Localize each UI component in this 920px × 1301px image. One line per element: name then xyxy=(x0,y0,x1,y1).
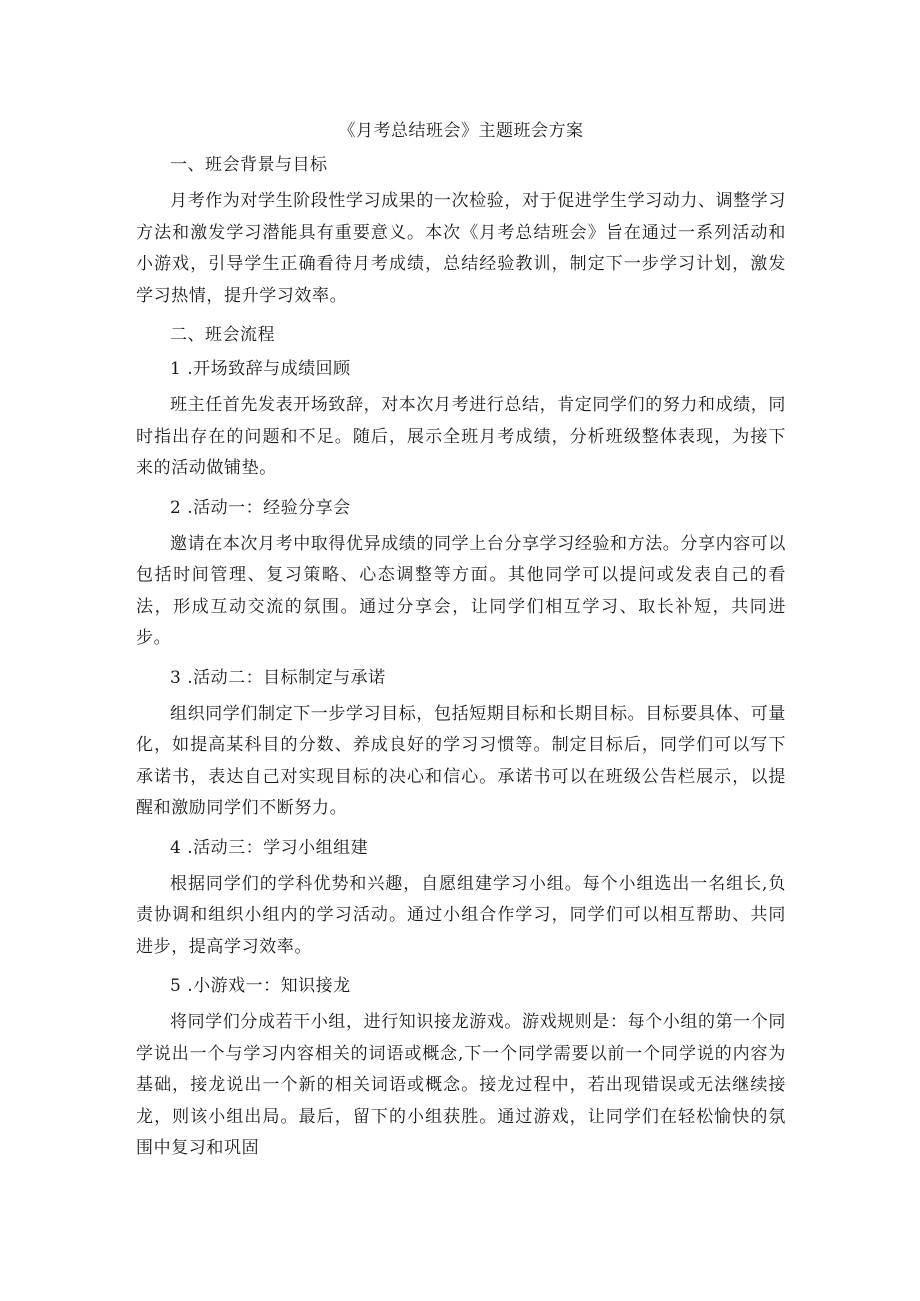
section-heading: 4 .活动三：学习小组组建 xyxy=(170,837,369,858)
document-page xyxy=(136,116,786,1173)
section-step-3 xyxy=(136,663,786,825)
section-heading: 1 .开场致辞与成绩回顾 xyxy=(170,359,351,379)
section-heading: 2 .活动一：经验分享会 xyxy=(170,497,351,518)
section-step-5 xyxy=(136,971,786,1165)
section-heading: 3 .活动二：目标制定与承诺 xyxy=(170,667,386,688)
section-paragraph: 邀请在本次月考中取得优异成绩的同学上台分享学习经验和方法。分享内容可以包括时间管理、复习策略、心态调整等方面。其他同学可以提问或发表自己的看法，形成互动交流的氛围。通过分享会，让同学们相互学习、取长补短，共同进步。 xyxy=(136,533,786,648)
section-process xyxy=(136,320,786,350)
section-step-2 xyxy=(136,493,786,655)
section-step-4 xyxy=(136,833,786,964)
section-paragraph: 根据同学们的学科优势和兴趣，自愿组建学习小组。每个小组选出一名组长,负责协调和组织小组内的学习活动。通过小组合作学习，同学们可以相互帮助、共同进步，提高学习效率。 xyxy=(136,873,786,957)
section-paragraph: 将同学们分成若干小组，进行知识接龙游戏。游戏规则是：每个小组的第一个同学说出一个与学习内容相关的词语或概念,下一个同学需要以前一个同学说的内容为基础，接龙说出一个新的相关词语或概念。接龙过程中，若出现错误或无法继续接龙，则该小组出局。最后，留下的小组获胜。通过游戏，让同学们在轻松愉快的氛围中复习和巩固 xyxy=(136,1012,786,1158)
section-step-1 xyxy=(136,354,786,485)
section-paragraph: 组织同学们制定下一步学习目标，包括短期目标和长期目标。目标要具体、可量化，如提高某科目的分数、养成良好的学习习惯等。制定目标后，同学们可以写下承诺书，表达自己对实现目标的决心和信心。承诺书可以在班级公告栏展示，以提醒和激励同学们不断努力。 xyxy=(136,703,786,818)
section-paragraph: 月考作为对学生阶段性学习成果的一次检验，对于促进学生学习动力、调整学习方法和激发学习潜能具有重要意义。本次《月考总结班会》旨在通过一系列活动和小游戏，引导学生正确看待月考成绩，总结经验教训，制定下一步学习计划，激发学习热情，提升学习效率。 xyxy=(136,191,786,306)
document-title: 《月考总结班会》主题班会方案 xyxy=(338,121,584,141)
section-paragraph: 班主任首先发表开场致辞，对本次月考进行总结，肯定同学们的努力和成绩，同时指出存在的问题和不足。随后，展示全班月考成绩，分析班级整体表现，为接下来的活动做铺垫。 xyxy=(136,395,786,478)
section-heading: 一、班会背景与目标 xyxy=(170,155,328,175)
section-heading: 二、班会流程 xyxy=(170,325,275,345)
section-background xyxy=(136,150,786,312)
section-heading: 5 .小游戏一：知识接龙 xyxy=(170,976,351,996)
